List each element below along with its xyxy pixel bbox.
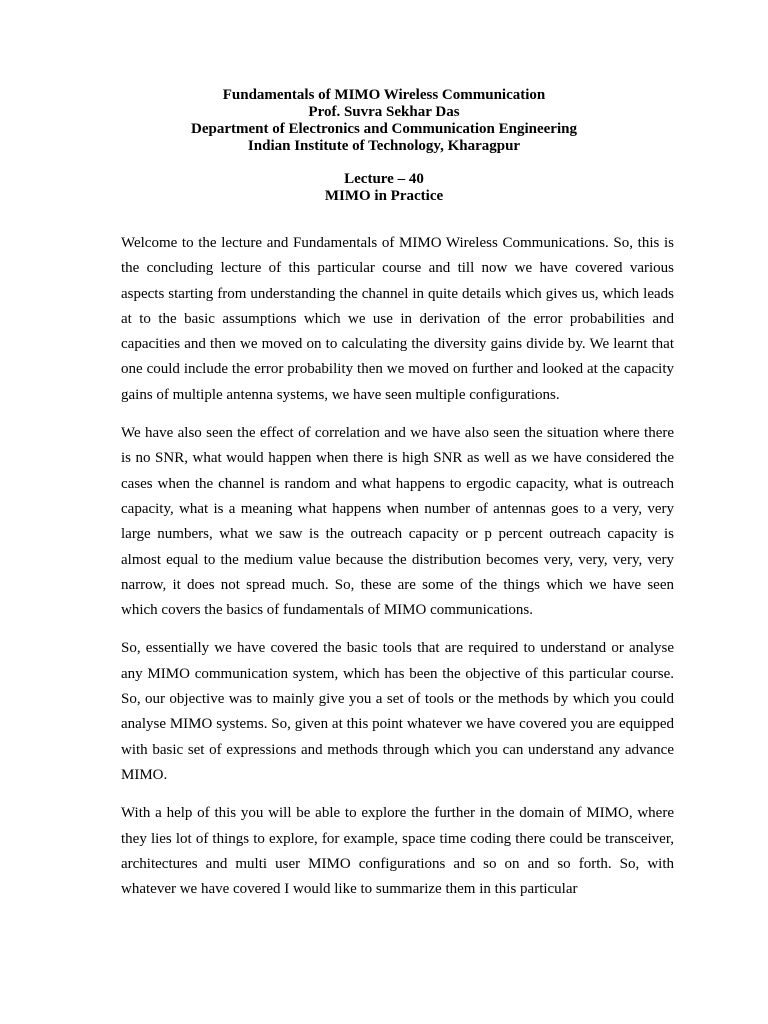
lecture-number: Lecture – 40 (344, 171, 424, 187)
paragraph: So, essentially we have covered the basic tools that are required to understand or analyse any MIMO communication system, which has been the objective of this particular course. So, our objective was to mainly give you a set of tools or the methods by which you could analyse MIMO systems. So, given at this point whatever we have covered you are equipped with basic set of expressions and methods through which you can understand any advance MIMO. (121, 640, 674, 783)
paragraph: With a help of this you will be able to explore the further in the domain of MIMO, where they lies lot of things to explore, for example, space time coding there could be transceiver, architectures and multi user MIMO configurations and so on and so forth. So, with whatever we have covered I would like to summarize them in this particular (121, 805, 674, 898)
lecture-title: MIMO in Practice (324, 188, 444, 204)
professor-name: Prof. Suvra Sekhar Das (308, 104, 460, 120)
document-header (0, 87, 768, 205)
document-body (121, 231, 674, 902)
header-spacer (0, 155, 768, 171)
department-name: Department of Electronics and Communication Engineering (191, 121, 577, 137)
paragraph: Welcome to the lecture and Fundamentals of MIMO Wireless Communications. So, this is the concluding lecture of this particular course and till now we have covered various aspects starting from understanding the channel in quite details which gives us, which leads at to the basic assumptions which we use in derivation of the error probabilities and capacities and then we moved on to calculating the diversity gains divide by. We learnt that one could include the error probability then we moved on further and looked at the capacity gains of multiple antenna systems, we have seen multiple configurations. (121, 235, 674, 403)
course-title: Fundamentals of MIMO Wireless Communication (222, 87, 546, 103)
institute-name: Indian Institute of Technology, Kharagpur (247, 138, 521, 154)
paragraph: We have also seen the effect of correlation and we have also seen the situation where there is no SNR, what would happen when there is high SNR as well as we have considered the cases when the channel is random and what happens to ergodic capacity, what is outreach capacity, what is a meaning what happens when number of antennas goes to a very, very large numbers, what we saw is the outreach capacity or p percent outreach capacity is almost equal to the medium value because the distribution becomes very, very, very, very narrow, it does not spread much. So, these are some of the things which we have seen which covers the basics of fundamentals of MIMO communications. (121, 425, 674, 619)
